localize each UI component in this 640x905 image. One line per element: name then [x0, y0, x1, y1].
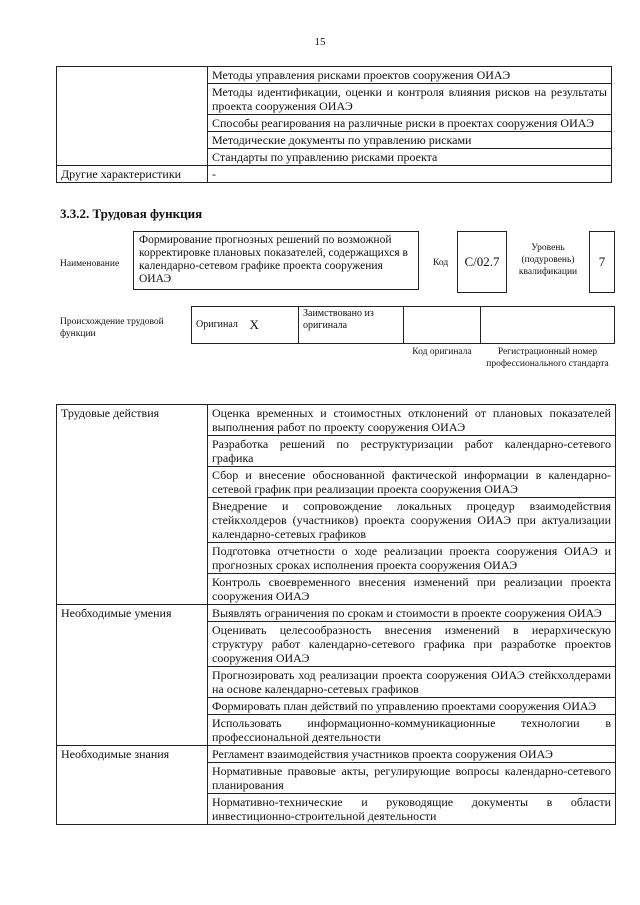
table-cell: Сбор и внесение обоснованной фактической информации в календарно-сетевой график при реализации проекта сооружения ОИАЭ	[208, 467, 616, 498]
table-cell: Оценивать целесообразность внесения изменений в иерархическую структуру работ календарно-сетевого графика при разработке проектов сооружения ОИАЭ	[208, 622, 616, 667]
original-label: Оригинал	[192, 307, 246, 344]
table-cell: Подготовка отчетности о ходе реализации проекта сооружения ОИАЭ и прогнозных сроках исполнения проекта сооружения ОИАЭ	[208, 543, 616, 574]
row-label-skills: Необходимые умения	[57, 605, 208, 746]
origin-label: Происхождение трудовой функции	[60, 317, 164, 339]
table-row	[57, 746, 616, 763]
table-cell: Нормативно-технические и руководящие документы в области инвестиционно-строительной деятельности	[208, 794, 616, 825]
table-cell: Регламент взаимодействия участников проекта сооружения ОИАЭ	[208, 746, 616, 763]
origin-code-cell	[404, 307, 481, 344]
table-row	[57, 166, 612, 183]
function-details-table	[56, 404, 616, 825]
table-row	[57, 67, 612, 84]
page-number: 15	[314, 36, 326, 48]
table-cell: Разработка решений по реструктуризации работ календарно-сетевого графика	[208, 436, 616, 467]
row-label-actions: Трудовые действия	[57, 405, 208, 605]
table-cell: Формировать план действий по управлению проектами сооружения ОИАЭ	[208, 698, 616, 715]
original-mark: X	[246, 307, 299, 344]
origin-reg-cell	[481, 307, 615, 344]
table-cell: Методические документы по управлению рисками	[208, 132, 612, 149]
table-cell: Прогнозировать ход реализации проекта сооружения ОИАЭ стейкхолдерами на основе календарно-сетевых графиков	[208, 667, 616, 698]
name-label: Наименование	[60, 259, 120, 269]
table-cell: Внедрение и сопровождение локальных процедур взаимодействия стейкхолдеров (участников) проекта сооружения ОИАЭ при актуализации календарно-сетевых графиков	[208, 498, 616, 543]
table-cell: -	[208, 166, 612, 183]
origin-code-caption: Код оригинала	[412, 347, 472, 357]
origin-table	[191, 306, 615, 344]
reg-number-caption: Регистрационный номер профессионального стандарта	[486, 347, 609, 369]
table-cell: Выявлять ограничения по срокам и стоимости в проекте сооружения ОИАЭ	[208, 605, 616, 622]
table-row	[57, 605, 616, 622]
table-row	[192, 307, 615, 344]
table-row	[57, 405, 616, 436]
table-cell: Контроль своевременного внесения изменений при реализации проекта сооружения ОИАЭ	[208, 574, 616, 605]
section-title: 3.3.2. Трудовая функция	[60, 206, 203, 221]
level-value: 7	[589, 231, 615, 293]
table-cell: Методы управления рисками проектов сооружения ОИАЭ	[208, 67, 612, 84]
table-cell: Оценка временных и стоимостных отклонений от плановых показателей выполнения работ по проекту сооружения ОИАЭ	[208, 405, 616, 436]
table-cell: Способы реагирования на различные риски в проектах сооружения ОИАЭ	[208, 115, 612, 132]
row-label-knowledge: Необходимые знания	[57, 746, 208, 825]
row-label: Другие характеристики	[57, 166, 208, 183]
continuation-table	[56, 66, 612, 183]
level-label: Уровень (подуровень) квалификации	[518, 243, 578, 277]
code-value: C/02.7	[457, 231, 507, 293]
borrowed-label: Заимствовано из оригинала	[299, 307, 404, 344]
function-name: Формирование прогнозных решений по возможной корректировке плановых показателей, содержащихся в календарно-сетевом графике проекта сооружения ОИАЭ	[133, 231, 419, 290]
table-cell: Нормативные правовые акты, регулирующие вопросы календарно-сетевого планирования	[208, 763, 616, 794]
table-cell: Использовать информационно-коммуникационные технологии в профессиональной деятельности	[208, 715, 616, 746]
table-cell: Методы идентификации, оценки и контроля влияния рисков на результаты проекта сооружения ОИАЭ	[208, 84, 612, 115]
code-label: Код	[433, 258, 449, 268]
table-cell: Стандарты по управлению рисками проекта	[208, 149, 612, 166]
group-cell	[57, 67, 208, 166]
